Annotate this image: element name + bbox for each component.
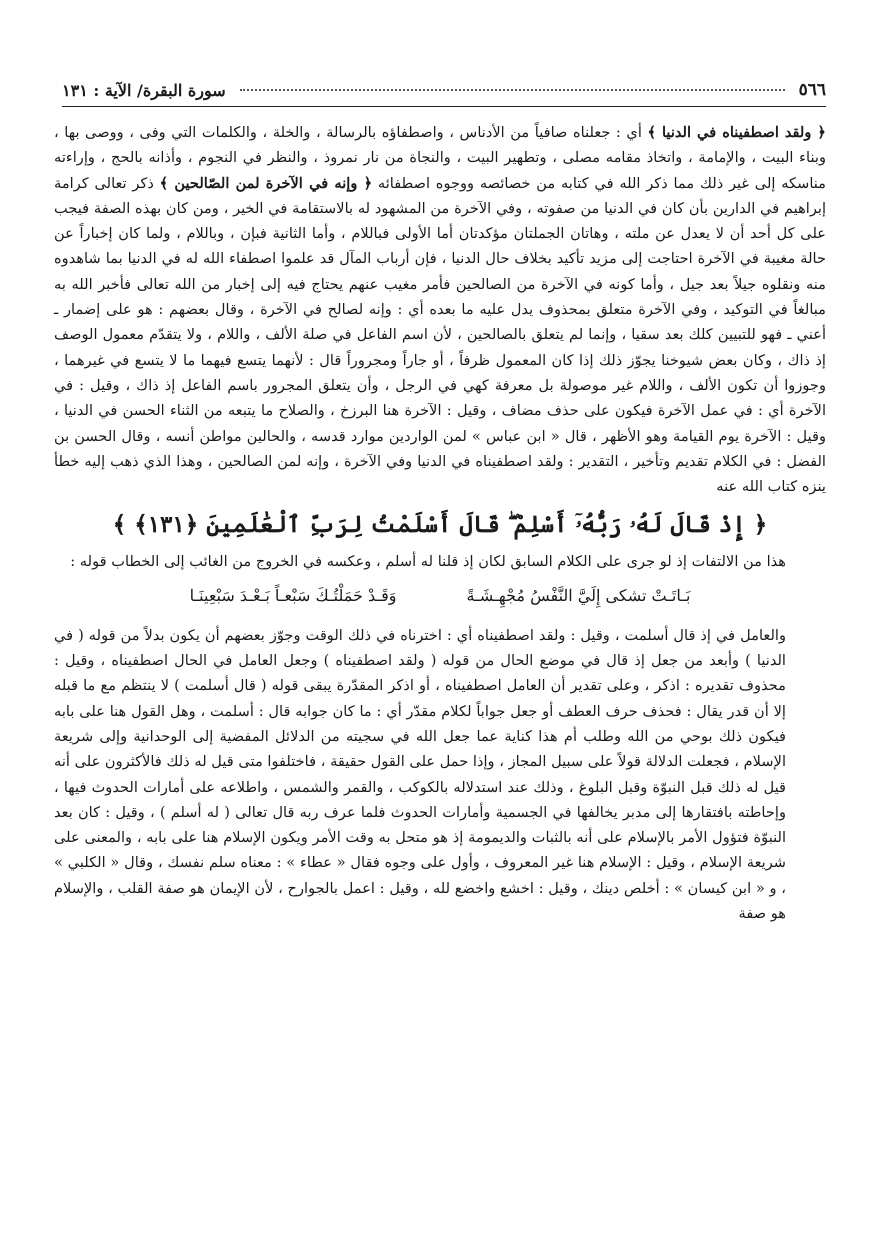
poem-hemistich-first: بَـاتَـتْ تشكى إِلَيَّ النَّفْسُ مُجْهِـشَـةً bbox=[466, 585, 691, 605]
header-dotted-leader bbox=[240, 89, 785, 91]
surah-ayah-title: سورة البقرة/ الآية : ١٣١ bbox=[62, 80, 226, 100]
commentary-paragraph-3: والعامل في إذ قال أسلمت ، وقيل : ولقد اصطفيناه أي : اخترناه في ذلك الوقت وجوّز بعضهم أن يكون بدلاً من قوله ( في الدنيا ) وأبعد من جعل إذ قال في موضع الحال من قوله ( ولقد اصطفيناه ) وجعل العامل في الحال اصطفيناه ، وقيل : محذوف تقديره : اذكر ، وعلى تقدير أن العامل اصطفيناه ، أو اذكر المقدّرة يبقى قوله ( قال أسلمت ) لا ينتظم مع ما قبله إلا أن قدر يقال : فحذف حرف العطف أو جعل جواباً لكلام مقدّر أي : ما كان جوابه قال : أسلمت ، وهل القول هنا على بابه فيكون ذلك بوحي من الله وطلب أم هذا كناية عما جعل الله في سجيته من الدلائل المفضية إلى الوحدانية وإلى شريعة الإسلام ، فجعلت الدلالة قولاً على سبيل المجاز ، وإذا حمل على القول حقيقة ، فاختلفوا متى قيل له ذلك فالأكثرون على أنه قيل له ذلك قبل النبوّة وقبل البلوغ ، وذلك عند استدلاله بالكوكب ، والقمر والشمس ، واطلاعه على أمارات الحدوث فيها ، وإحاطته بافتقارها إلى مدبر يخالفها في الجسمية وأمارات الحدوث فلما عرف ربه قال تعالى ( له أسلم ) ، وقيل : كان بعد النبوّة فتؤول الأمر بالإسلام على أنه بالثبات والديمومة إذ هو متحل به وقت الأمر ويكون الإسلام هنا على بابه ، والمعنى على شريعة الإسلام ، وقيل : الإسلام هنا غير المعروف ، وأول على وجوه فقال « عطاء » : معناه سلم نفسك ، وقال « الكلبي » ، و « ابن كيسان » : أخلص دينك ، وقيل : اخشع واخضع لله ، وقيل : اعمل بالجوارح ، لأن الإيمان هو صفة القلب ، والإسلام هو صفة bbox=[54, 626, 786, 923]
commentary-paragraph-1 bbox=[54, 120, 826, 499]
page-number: ٥٦٦ bbox=[798, 80, 826, 100]
poem-hemistich-second: وَقَـدْ حَمَلْتُـكَ سَبْعـاً بَـعْـدَ سَبْعِينَـا bbox=[189, 585, 397, 605]
quoted-verse-phrase: ﴿ ولقد اصطفيناه في الدنيا ﴾ bbox=[647, 124, 826, 141]
quoted-verse-phrase: ﴿ وإنه في الآخرة لمن الصّالحين ﴾ bbox=[159, 174, 373, 192]
page-header bbox=[62, 74, 826, 107]
poetry-verse bbox=[54, 581, 826, 611]
paragraph-text: ذكر تعالى كرامة إبراهيم في الدارين بأن كان في الدنيا من صفوته ، وفي الآخرة من المشهود له بالاستقامة في الخير ، ومن كان بهذه الصفة فيجب على كل أحد أن لا يعدل عن ملته ، وهاتان الجملتان مؤكدتان أما الأولى فباللام ، وأما الثانية فبإن ، وباللام ، ولما كان إخباراً عن حالة مغيبة في الآخرة احتاجت إلى مزيد تأكيد بخلاف حال الدنيا ، فإن أرباب المآل قد علموا اصطفاء الله له في الدنيا بما شاهدوه منه ونقلوه جيلاً بعد جيل ، وأما كونه في الآخرة من الصالحين فأمر مغيب عنهم يحتاج فيه إلى إخبار من الله تعالى فأخبر الله به مبالغاً في التوكيد ، وفي الآخرة متعلق بمحذوف يدل عليه ما بعده أي : وإنه لصالح في الآخرة ، وقال بعضهم : هو على إضمار ـ أعني ـ فهو للتبيين كلك بعد سقيا ، وإنما لم يتعلق بالصالحين ، لأن اسم الفاعل في صلة الألف ، واللام ، ولا يتقدّم معمول الوصف إذ ذاك ، وكان بعض شيوخنا يجوّز ذلك إذا كان المعمول ظرفاً ، أو جاراً ومجروراً قال : لأنهما يتسع فيهما ما لا يتسع في غيرهما ، وجوزوا أن تكون الألف ، واللام غير موصولة بل معرفة كهي في الرجل ، وأن يتعلق المجرور باسم الفاعل إذ ذاك ، وقيل : في الآخرة أي : في عمل الآخرة فيكون على حذف مضاف ، وقيل : الآخرة هنا البرزخ ، والصلاح ما يتبعه من الثناء الحسن في الدنيا ، وقيل : الآخرة يوم القيامة وهو الأظهر ، قال « ابن عباس » لمن الواردين موارد قدسه ، والحالين مواطن أنسه ، وقال الحسن بن الفضل : في الكلام تقديم وتأخير ، التقدير : ولقد اصطفيناه في الدنيا وفي الآخرة ، وإنه لمن الصالحين ، وهذا الذي ذهب إليه خطأ ينزه كتاب الله عنه bbox=[54, 174, 826, 496]
quran-verse: ﴿ إِذْ قَالَ لَهُۥ رَبُّهُۥٓ أَسْلِمْ ۖ قَالَ أَسْلَمْتُ لِرَبِّ ٱلْعَٰلَمِينَ ﴿١٣١﴾ ﴾ bbox=[112, 511, 768, 539]
paragraph-text: أي : جعلناه صافياً من الأدناس ، واصطفاؤه بالرسالة ، والخلة ، والكلمات التي وفى ، ووصى بها ، وبناء البيت ، والإمامة ، واتخاذ مقامه مصلى ، وتطهير البيت ، والنجاة من نار نمروذ ، والنظر في النجوم ، وأذانه بالحج ، وإراءته مناسكه إلى غير ذلك مما ذكر الله في كتابه من خصائصه ووجوه اصطفائه bbox=[54, 124, 826, 192]
page-body bbox=[54, 120, 826, 1245]
commentary-paragraph-2: هذا من الالتفات إذ لو جرى على الكلام السابق لكان إذ قلنا له أسلم ، وعكسه في الخروج من الغائب إلى الخطاب قوله : bbox=[70, 553, 786, 571]
